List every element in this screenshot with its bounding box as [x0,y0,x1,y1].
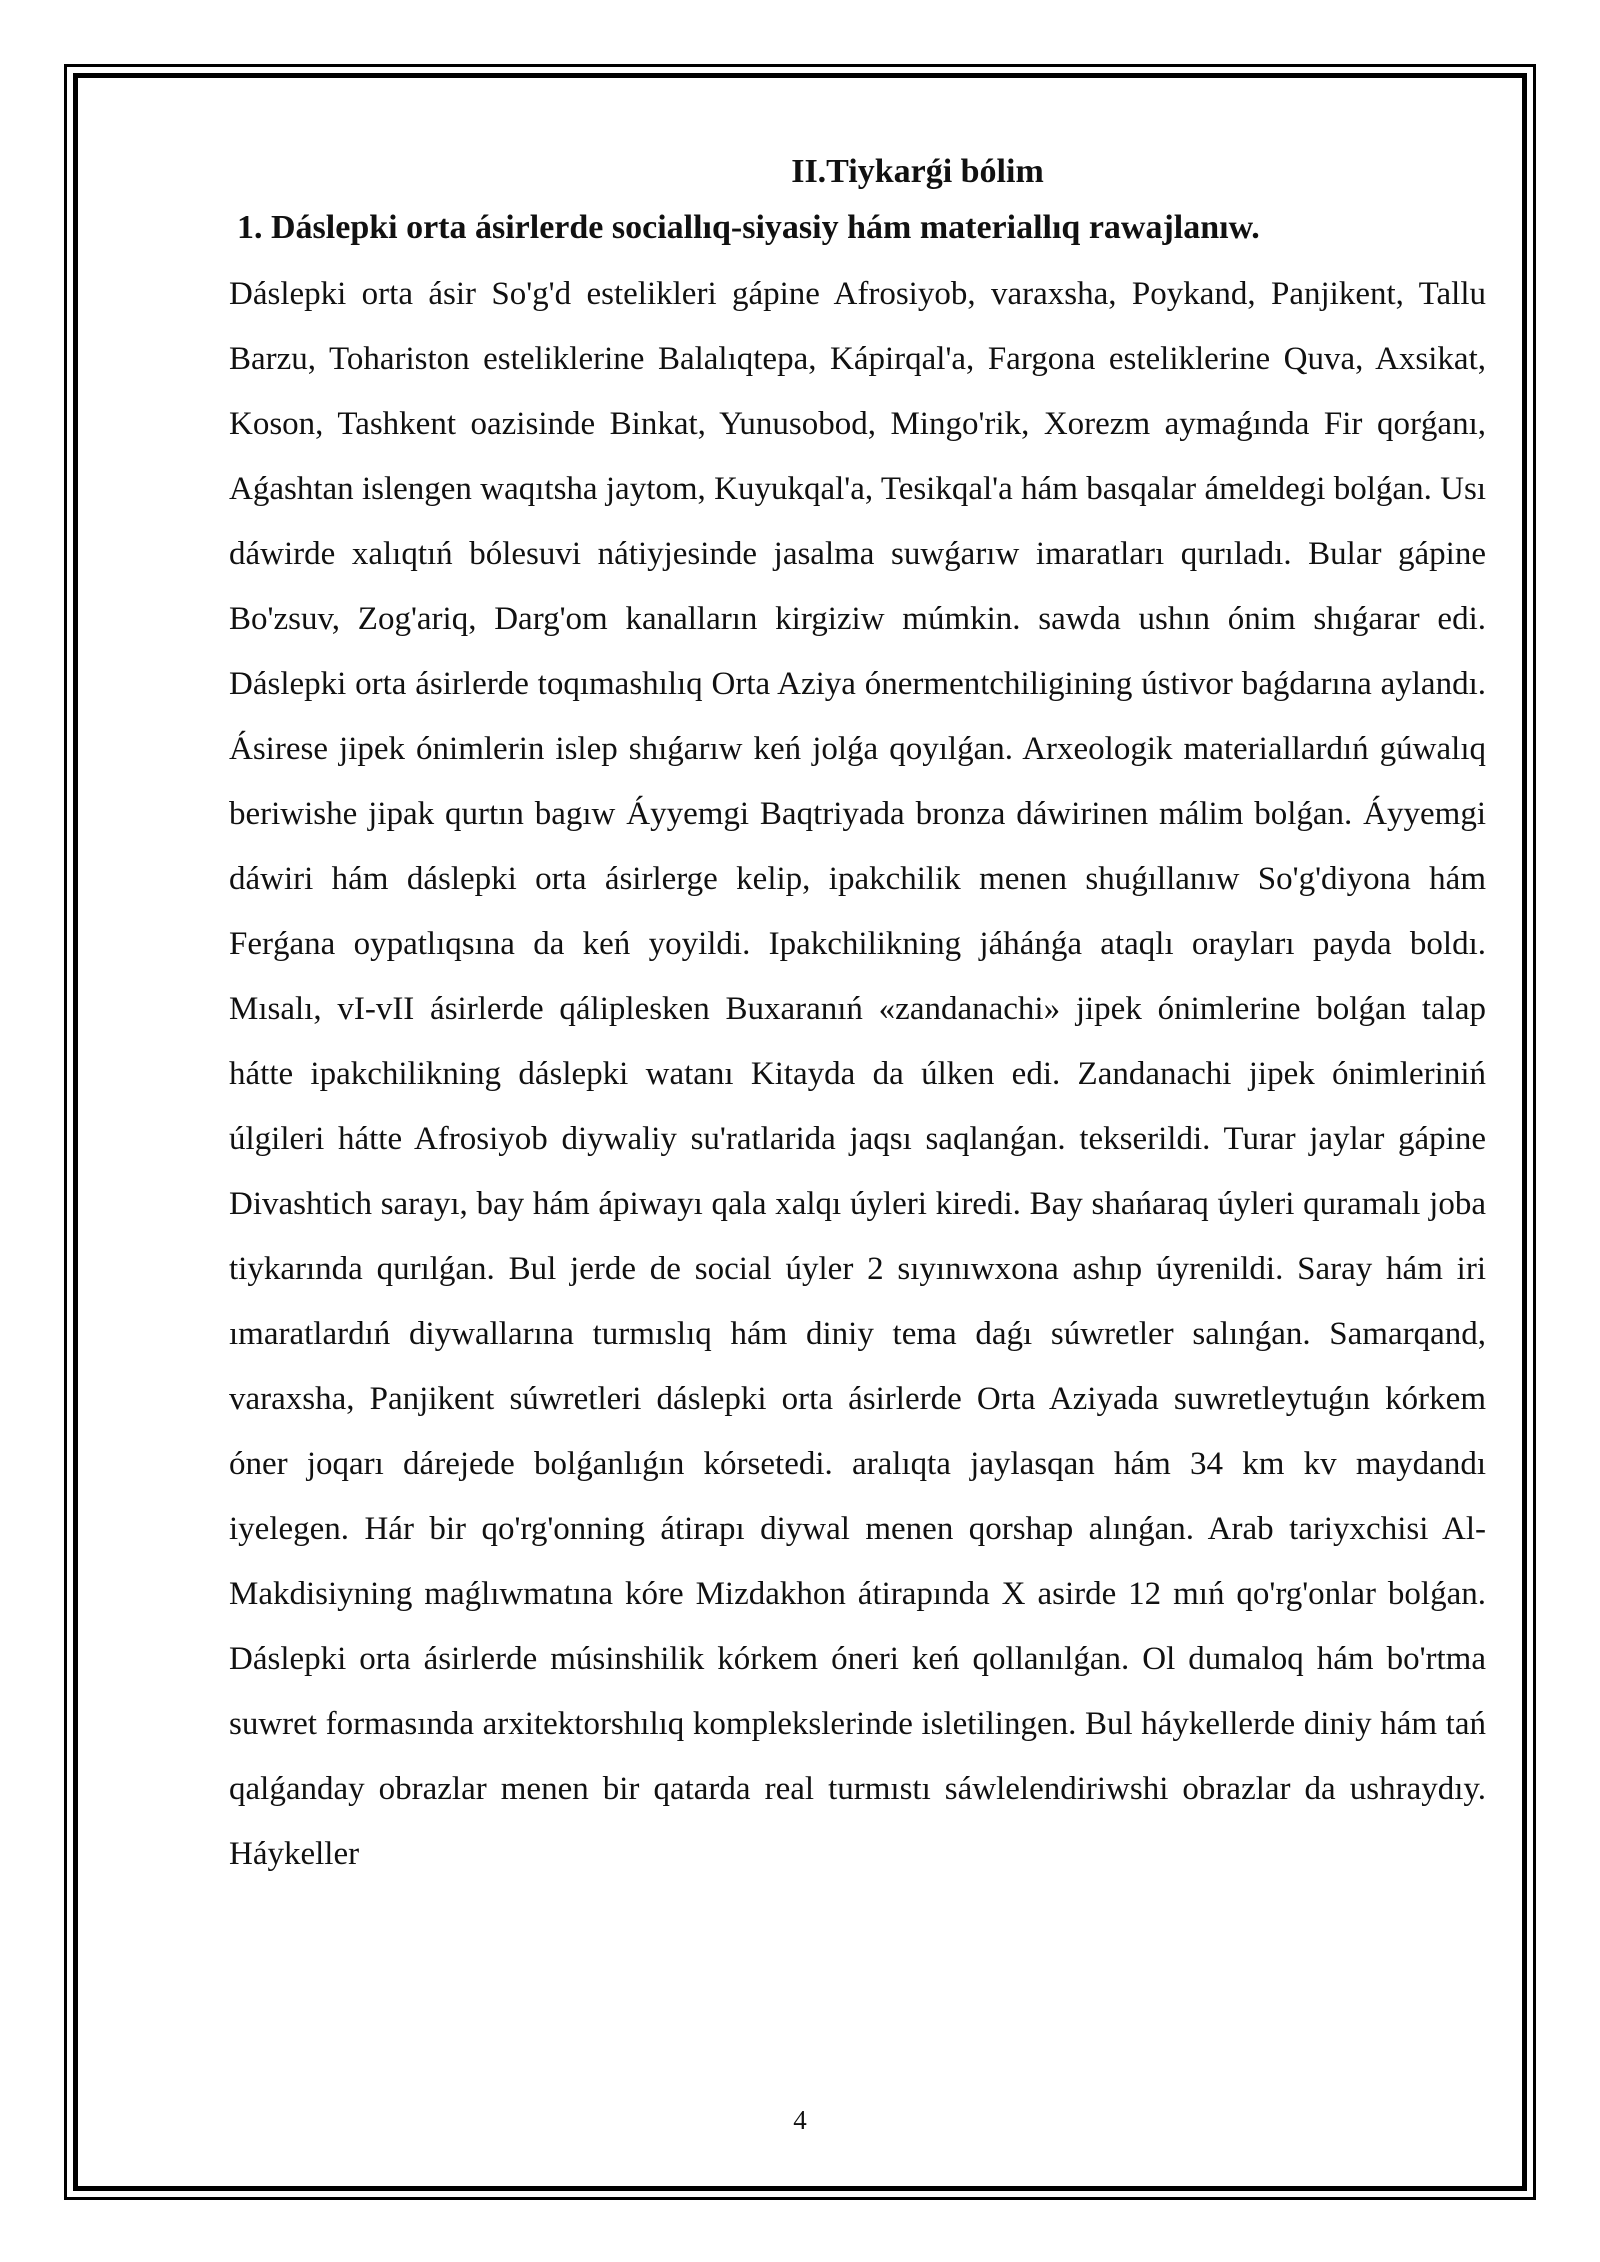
subsection-title: 1. Dáslepki orta ásirlerde sociallıq-siyasiy hám materiallıq rawajlanıw. [237,209,1260,246]
section-title: II.Tiykarǵi bólim [791,153,1044,190]
page-number: 4 [793,2105,807,2135]
page-content [229,146,1486,1887]
body-paragraph: Dáslepki orta ásir So'g'd estelikleri gápine Afrosiyob, varaxsha, Poykand, Panjikent, Tallu Barzu, Tohariston esteliklerine Balalıqtepa, Kápirqal'a, Fargona esteliklerine Quva, Axsikat, Koson, Tashkent oazisinde Binkat, Yunusobod, Mingo'rik, Xorezm aymaǵında Fir qorǵanı, Aǵashtan islengen waqıtsha jaytom, Kuyukqal'a, Tesikqal'a hám basqalar ámeldegi bolǵan. Usı dáwirde xalıqtıń bólesuvi nátiyjesinde jasalma suwǵarıw imaratları qurıladı. Bular gápine Bo'zsuv, Zog'ariq, Darg'om kanalların kirgiziw múmkin. sawda ushın ónim shıǵarar edi. Dáslepki orta ásirlerde toqımashılıq Orta Aziya ónermentchiligining ústivor baǵdarına aylandı. Ásirese jipek ónimlerin islep shıǵarıw keń jolǵa qoyılǵan. Arxeologik materiallardıń gúwalıq beriwishe jipak qurtın bagıw Áyyemgi Baqtriyada bronza dáwirinen málim bolǵan. Áyyemgi dáwiri hám dáslepki orta ásirlerge kelip, ipakchilik menen shuǵıllanıw So'g'diyona hám Ferǵana oypatlıqsına da keń yoyildi. Ipakchilikning jáhánǵa ataqlı orayları payda boldı. Mısalı, vI-vII ásirlerde qáliplesken Buxaranıń «zandanachi» jipek ónimlerine bolǵan talap hátte ipakchilikning dáslepki watanı Kitayda da úlken edi. Zandanachi jipek ónimleriniń úlgileri hátte Afrosiyob diywaliy su'ratlarida jaqsı saqlanǵan. tekserildi. Turar jaylar gápine Divashtich sarayı, bay hám ápiwayı qala xalqı úyleri kiredi. Bay shańaraq úyleri quramalı joba tiykarında qurılǵan. Bul jerde de social úyler 2 sıyınıwxona ashıp úyrenildi. Saray hám iri ımaratlardıń diywallarına turmıslıq hám diniy tema daǵı súwretler salınǵan. Samarqand, varaxsha, Panjikent súwretleri dáslepki orta ásirlerde Orta Aziyada suwretleytuǵın kórkem óner joqarı dárejede bolǵanlıǵın kórsetedi. aralıqta jaylasqan hám 34 km kv maydandı iyelegen. Hár bir qo'rg'onning átirapı diywal menen qorshap alınǵan. Arab tariyxchisi Al-Makdisiyning maǵlıwmatına kóre Mizdakhon átirapında X asirde 12 mıń qo'rg'onlar bolǵan. Dáslepki orta ásirlerde músinshilik kórkem óneri keń qollanılǵan. Ol dumaloq hám bo'rtma suwret formasında arxitektorshılıq komplekslerinde isletilingen. Bul háykellerde diniy hám tań qalǵanday obrazlar menen bir qatarda real turmıstı sáwlelendiriwshi obrazlar da ushraydıy. Háykeller [229,276,1486,1872]
